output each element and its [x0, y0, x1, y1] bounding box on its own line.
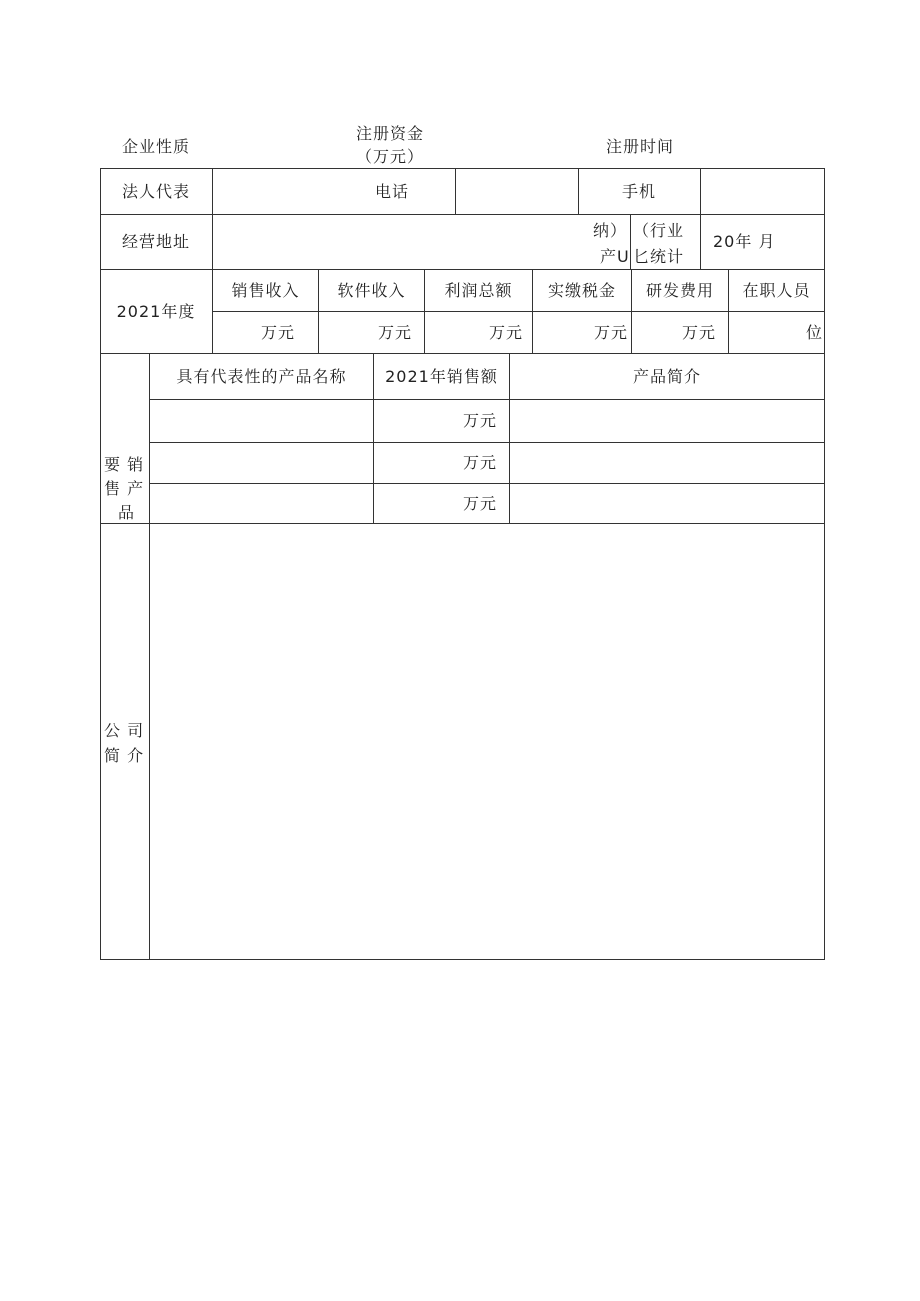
finance-header-software: 软件收入	[337, 281, 406, 300]
industry-label-line2: 匕统计	[633, 247, 685, 266]
finance-unit-staff[interactable]: 位	[806, 323, 824, 342]
products-side-label-line1: 要 销	[104, 455, 145, 474]
finance-header-profit: 利润总额	[444, 281, 513, 300]
stat-date-field[interactable]: 20年 月	[713, 232, 776, 251]
tax-label-line2: 产U	[600, 247, 630, 266]
product-intro-header: 产品简介	[632, 367, 701, 386]
products-side-label-line2: 售 产	[104, 479, 145, 498]
business-address-field[interactable]	[213, 216, 573, 268]
registered-capital-label: 注册资金	[355, 124, 424, 143]
product-intro-field-3[interactable]	[510, 485, 823, 522]
product-intro-field-2[interactable]	[510, 444, 823, 482]
business-address-label: 经营地址	[121, 232, 190, 251]
product-name-field-3[interactable]	[150, 485, 372, 522]
company-side-label-line1: 公 司	[104, 721, 145, 740]
tax-label-line1: 纳）	[593, 221, 628, 240]
finance-year-label: 2021年度	[116, 302, 196, 321]
mobile-field[interactable]	[701, 170, 823, 213]
phone-label: 电话	[374, 182, 409, 201]
product-sales-unit-3[interactable]: 万元	[463, 494, 498, 513]
finance-unit-profit[interactable]: 万元	[489, 323, 524, 342]
enterprise-nature-label: 企业性质	[121, 137, 190, 156]
mobile-label: 手机	[621, 182, 656, 201]
finance-unit-tax[interactable]: 万元	[594, 323, 629, 342]
registration-time-label: 注册时间	[605, 137, 674, 156]
product-intro-field-1[interactable]	[510, 401, 823, 441]
finance-unit-sales[interactable]: 万元	[261, 323, 296, 342]
industry-label-line1: （行业	[633, 221, 685, 240]
product-sales-header: 2021年销售额	[385, 367, 498, 386]
finance-header-rnd: 研发费用	[645, 281, 714, 300]
products-side-label-line3: 品	[118, 503, 136, 522]
legal-representative-label: 法人代表	[121, 182, 190, 201]
registered-capital-unit: （万元）	[355, 147, 424, 166]
product-name-field-2[interactable]	[150, 444, 372, 482]
phone-field[interactable]	[456, 170, 577, 213]
product-name-header: 具有代表性的产品名称	[176, 367, 347, 386]
finance-unit-software[interactable]: 万元	[378, 323, 413, 342]
company-intro-field[interactable]	[150, 525, 823, 958]
product-sales-unit-1[interactable]: 万元	[463, 411, 498, 430]
finance-header-staff: 在职人员	[742, 281, 811, 300]
finance-unit-rnd[interactable]: 万元	[682, 323, 717, 342]
product-sales-unit-2[interactable]: 万元	[463, 453, 498, 472]
finance-header-sales: 销售收入	[231, 281, 300, 300]
finance-header-tax: 实缴税金	[547, 281, 616, 300]
company-side-label-line2: 简 介	[104, 746, 145, 765]
product-name-field-1[interactable]	[150, 401, 372, 441]
